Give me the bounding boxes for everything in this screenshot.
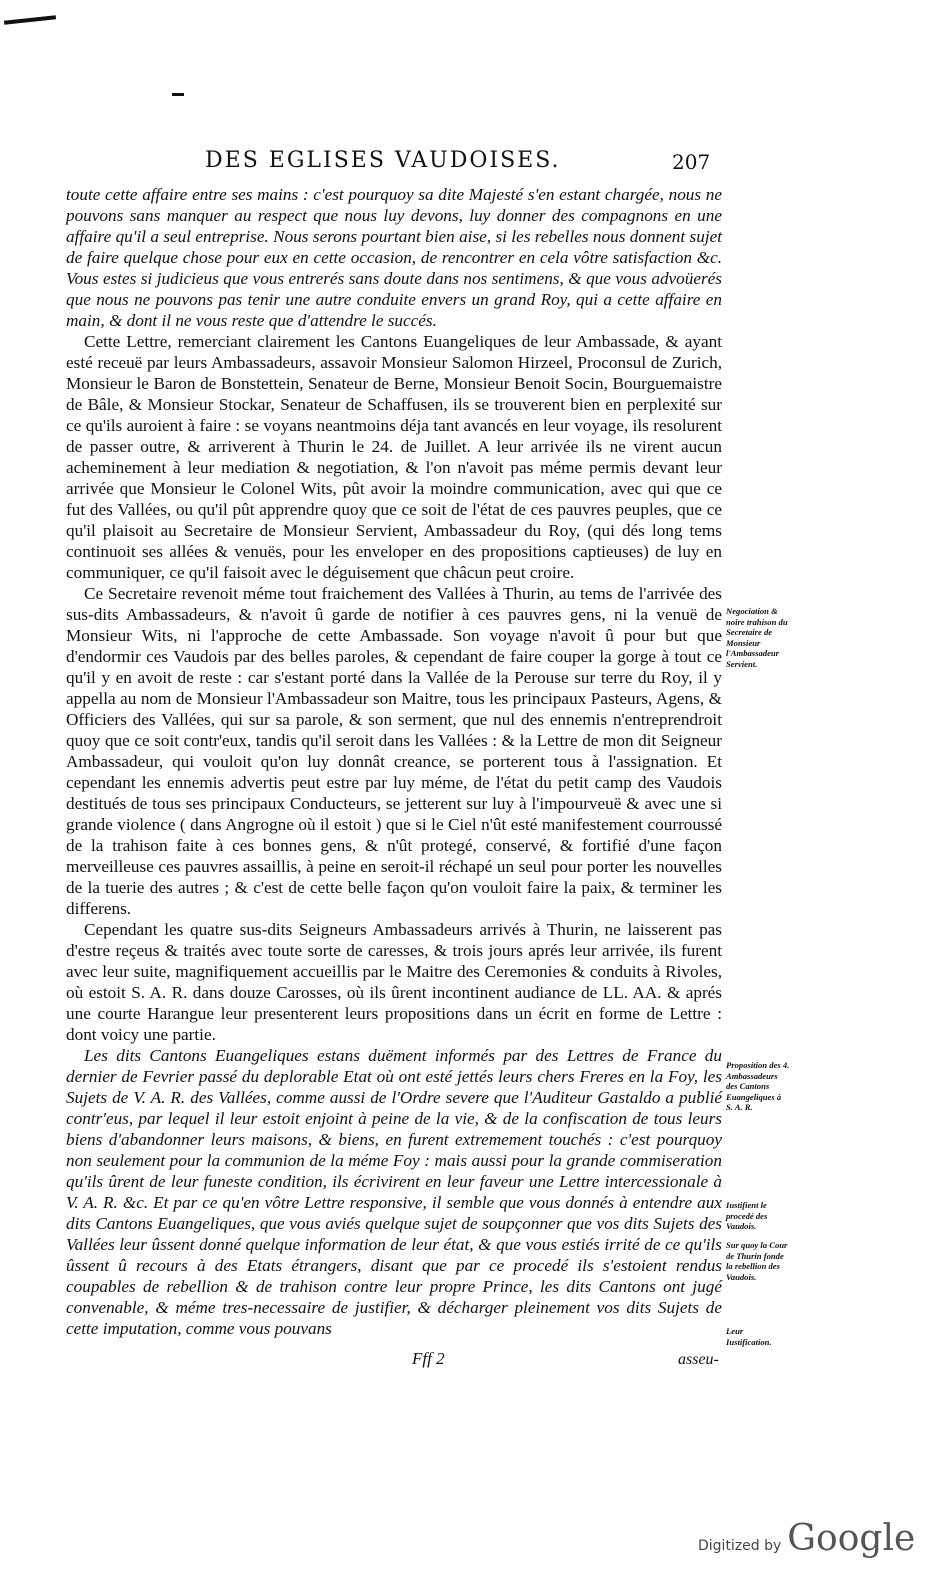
margin-note: Negociation & noire trahison du Secretaire de Monsieur l'Ambassadeur Servient. — [726, 606, 788, 669]
paragraph: Les dits Cantons Euangeliques estans duëment informés par des Lettres de France du dernier de Fevrier passé du deplorable Etat où ont esté jettés leurs chers Freres en la Foy, les Sujets de V. A. R. des Vallées, comme aussi de l'Ordre severe que l'Auditeur Gastaldo a publié contr'eus, par lequel il leur estoit enjoint à peine de la vie, & de la confiscation de tous leurs biens d'abandonner leurs maisons, & biens, en furent extremement touchés : c'est pourquoy non seulement pour la communion de la méme Foy : mais aussi pour la grande commiseration qu'ils ûrent de leur funeste condition, ils écrivirent en leur faveur une Lettre intercessionale à V. A. R. &c. Et par ce qu'en vôtre Lettre responsive, il semble que vous donnés à entendre aux dits Cantons Euangeliques, que vous aviés quelque sujet de soupçonner que vos dits Sujets des Vallées leur ûssent donné quelque information de leur état, & que vous estiés irrité de ce qu'ils ûssent û recours à des Etats étrangers, disant que par ce procedé ils s'estoient rendus coupables de rebellion & de trahison contre leur propre Prince, les dits Cantons ont jugé convenable, & méme tres-necessaire de justifier, & décharger pleinement vos dits Sujets de cette imputation, comme vous pouvans — [66, 1046, 722, 1338]
scan-corner-mark — [4, 15, 56, 24]
watermark-prefix: Digitized by — [698, 1538, 782, 1554]
page-number: 207 — [672, 150, 711, 174]
digitized-watermark — [698, 1518, 915, 1559]
paragraph: toute cette affaire entre ses mains : c'est pourquoy sa dite Majesté s'en estant chargée, nous ne pouvons sans manquer au respect que nous luy devons, luy donner des compagnons en une affaire qu'il a seul entreprise. Nous serons pourtant bien aise, si les rebelles nous donnent sujet de faire quelque chose pour eux en cette occasion, de rencontrer en cela vôtre satisfaction &c. Vous estes si judicieus que vous entrerés sans doute dans nos sentimens, & que vous advoüerés que nous ne pouvons pas tenir une autre conduite envers un grand Roy, qui a cette affaire en main, & dont il ne vous reste que d'attendre le succés. — [66, 185, 722, 330]
paragraph: Ce Secretaire revenoit méme tout fraichement des Vallées à Thurin, au tems de l'arrivée des sus-dits Ambassadeurs, & n'avoit û garde de notifier à ces pauvres gens, ni la venuë de Monsieur Wits, ni l'approche de cette Ambassade. Son voyage n'avoit û pour but que d'endormir ces Vaudois par des belles paroles, & cependant de faire couper la gorge à tout ce qu'il y en avoit de reste : car s'estant porté dans la Vallée de la Perouse sur terre du Roy, il y appella au nom de Monsieur l'Ambassadeur son Maitre, tous les principaux Pasteurs, Agens, & Officiers des Vallées, qui sur sa parole, & son serment, que nul des ennemis n'entreprendroit quoy que ce soit contr'eux, tandis qu'il seroit dans les Vallées : & la Lettre de mon dit Seigneur Ambassadeur, qui vouloit qu'on luy donnât creance, se porterent tous à l'assignation. Et cependant les ennemis advertis peut estre par luy méme, de l'état du petit camp des Vaudois destitués de tous ses principaux Conducteurs, se jetterent sur luy à l'impourveuë & avec une si grande violence ( dans Angrogne où il estoit ) que si le Ciel n'ût esté manifestement courroussé de la trahison faite à ces bonnes gens, & n'ût protegé, conservé, & fortifié d'une façon merveilleuse ces pauvres assaillis, à peine en seroit-il réchapé un seul pour porter les nouvelles de la tuerie des autres ; & c'est de cette belle façon qu'on vouloit faire la paix, & terminer les differens. — [66, 584, 722, 918]
margin-note: Sur quoy la Cour de Thurin fonde la rebellion des Vaudois. — [726, 1240, 788, 1282]
ink-mark — [172, 93, 184, 96]
margin-note: Proposition des 4. Ambassadeurs des Cantons Euangeliques à S. A. R. — [726, 1060, 790, 1112]
catchword: asseu- — [678, 1351, 719, 1368]
google-logo: Google — [787, 1518, 916, 1559]
signature-mark: Fff 2 — [412, 1349, 445, 1368]
paragraph: Cette Lettre, remerciant clairement les Cantons Euangeliques de leur Ambassade, & ayant esté receuë par leurs Ambassadeurs, assavoir Monsieur Salomon Hirzeel, Proconsul de Zurich, Monsieur le Baron de Bonstettein, Senateur de Berne, Monsieur Benoit Socin, Bourguemaistre de Bâle, & Monsieur Stockar, Senateur de Schaffusen, ils se trouverent bien en perplexité sur ce qu'ils auroient à faire : se voyans neantmoins déja tant avancés en leur voyage, ils resolurent de passer outre, & arriverent à Thurin le 24. de Juillet. A leur arrivée ils ne virent aucun acheminement à leur mediation & negotiation, & l'on n'avoit pas méme permis devant leur arrivée que Monsieur le Colonel Wits, pût avoir la moindre communication, avec qui que ce fut des Vallées, ou qu'il pût apprendre quoy que ce soit de l'état de ces pauvres peuples, que ce qu'il plaisoit au Secretaire de Monsieur Servient, Ambassadeur du Roy, (qui dés long tems continuoit ses allées & venuës, pour les enveloper en des propositions captieuses) de luy en communiquer, ce qu'il faisoit avec le déguisement que châcun peut croire. — [66, 332, 722, 582]
margin-note: Leur Iustification. — [726, 1326, 772, 1347]
main-text — [66, 184, 722, 1339]
paragraph: Cependant les quatre sus-dits Seigneurs Ambassadeurs arrivés à Thurin, ne laisserent pas d'estre reçeus & traités avec toute sorte de caresses, & trois jours aprés leur arrivée, ils furent avec leur suite, magnifiquement accueillis par le Maitre des Ceremonies & conduits à Rivoles, où estoit S. A. R. dans douze Carosses, où ils ûrent incontinent audiance de LL. AA. & aprés une courte Harangue leur presenterent leurs propositions dans un écrit en forme de Lettre : dont voicy une partie. — [66, 920, 722, 1044]
margin-note: Iustifient le procedé des Vaudois. — [726, 1200, 768, 1231]
running-head: DES EGLISES VAUDOISES. — [205, 148, 561, 173]
